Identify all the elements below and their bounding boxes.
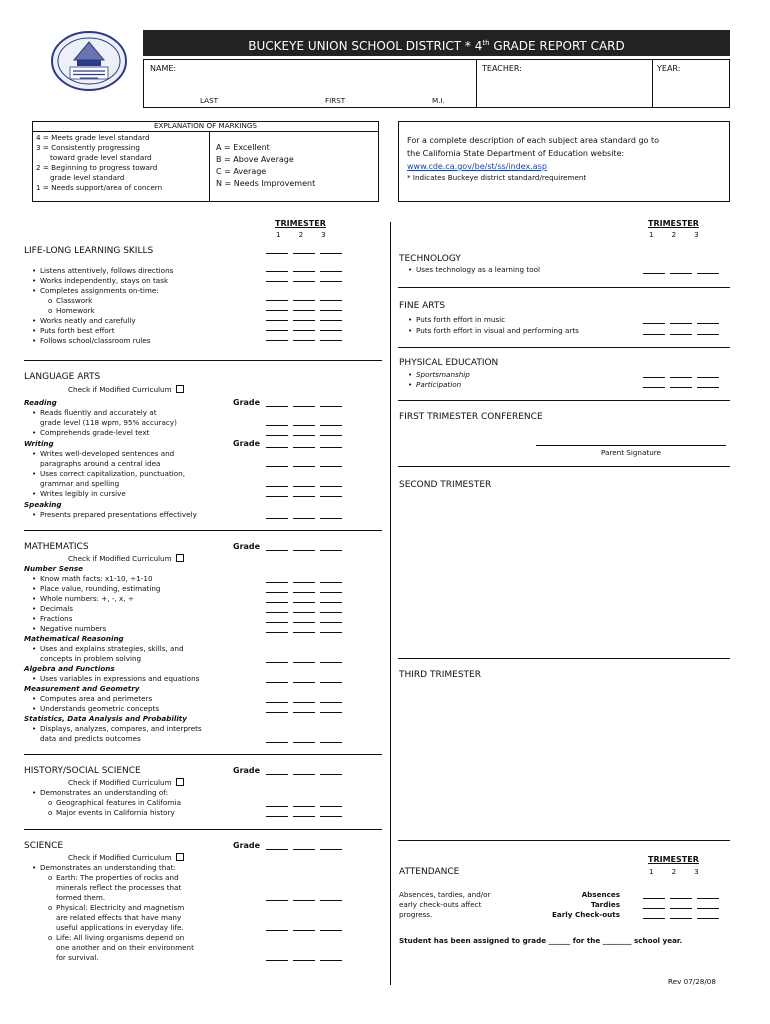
- history-grade-blanks[interactable]: [266, 774, 342, 775]
- science-earth-c: formed them.: [56, 893, 106, 902]
- pe-grid[interactable]: [643, 370, 719, 388]
- history-title: HISTORY/SOCIAL SCIENCE: [24, 766, 141, 776]
- reading-item-1: • Reads fluently and accurately at: [40, 408, 177, 418]
- math-modified-checkbox[interactable]: [176, 554, 184, 562]
- history-grid[interactable]: [266, 798, 342, 817]
- title-left: BUCKEYE UNION SCHOOL DISTRICT * 4: [248, 39, 483, 53]
- second-trimester-title: SECOND TRIMESTER: [399, 480, 492, 490]
- ns-item-3: • Whole numbers: +, -, x, ÷: [40, 594, 160, 604]
- teacher-label: TEACHER:: [482, 64, 522, 73]
- mark-3: 3 = Consistently progressing: [36, 143, 140, 152]
- measurement-item-1: • Computes area and perimeters: [40, 694, 159, 704]
- reasoning-grid[interactable]: [266, 662, 342, 663]
- statistics-grid[interactable]: [266, 742, 342, 743]
- science-life-b: one another and on their environment: [56, 943, 194, 952]
- markings-left: [36, 133, 162, 193]
- lifelong-list: [40, 266, 173, 346]
- ll-item-7: • Puts forth best effort: [40, 326, 173, 336]
- science-modified-label: Check if Modified Curriculum: [68, 853, 172, 862]
- grade-assignment: Student has been assigned to grade ______ for the ________ school year.: [399, 936, 683, 945]
- ll-item-homework: o Homework: [56, 306, 173, 316]
- attendance-note-1: Absences, tardies, and/or: [399, 890, 491, 899]
- absences-label: Absences: [581, 890, 620, 899]
- title-right: GRADE REPORT CARD: [489, 39, 625, 53]
- reading-heading: Reading: [24, 398, 57, 407]
- mark-3b: toward grade level standard: [50, 153, 152, 162]
- reading-item-1b: grade level (118 wpm, 95% accuracy): [40, 418, 177, 427]
- algebra-grid[interactable]: [266, 682, 342, 683]
- fine-arts-grid[interactable]: [643, 315, 719, 335]
- mark-2: 2 = Beginning to progress toward: [36, 163, 158, 172]
- tri-r-3: 3: [694, 230, 699, 239]
- trimester-label-attendance: TRIMESTER: [648, 855, 699, 864]
- markings-title: EXPLANATION OF MARKINGS: [154, 121, 257, 130]
- ns-item-2: • Place value, rounding, estimating: [40, 584, 160, 594]
- lifelong-grid[interactable]: [266, 265, 342, 341]
- pe-item-2: • Participation: [416, 380, 470, 390]
- standards-note: [407, 134, 659, 183]
- science-life: o Life: All living organisms depend on: [56, 933, 194, 943]
- ll-item-2: • Works independently, stays on task: [40, 276, 173, 286]
- conference-title: FIRST TRIMESTER CONFERENCE: [399, 412, 543, 422]
- writing-item-1: • Writes well-developed sentences and: [40, 449, 185, 459]
- second-trimester-comments[interactable]: [399, 494, 729, 654]
- science-item-1: • Demonstrates an understanding that:: [40, 863, 194, 873]
- ll-item-classwork: o Classwork: [56, 296, 173, 306]
- science-list: [40, 863, 194, 963]
- ll-item-8: • Follows school/classroom rules: [40, 336, 173, 346]
- math-modified: [68, 554, 184, 564]
- science-modified-checkbox[interactable]: [176, 853, 184, 861]
- math-grade-blanks[interactable]: [266, 550, 342, 551]
- fa-item-1: • Puts forth effort in music: [416, 314, 579, 325]
- revision-date: Rev 07/28/08: [668, 977, 716, 986]
- trimester-label-left: TRIMESTER: [275, 219, 326, 228]
- algebra-list: [40, 674, 199, 684]
- tri-a-1: 1: [649, 867, 654, 876]
- reading-list: [40, 408, 177, 438]
- reading-grade-blanks[interactable]: [266, 406, 342, 407]
- history-item-1: • Demonstrates an understanding of:: [40, 788, 181, 798]
- technology-grid[interactable]: [643, 273, 719, 274]
- first-label: FIRST: [325, 96, 346, 105]
- mark-n: N = Needs Improvement: [216, 179, 316, 188]
- writing-list: [40, 449, 185, 499]
- statistics-item-1: • Displays, analyzes, compares, and interprets: [40, 724, 202, 734]
- speaking-grid[interactable]: [266, 518, 342, 519]
- name-label: NAME:: [150, 64, 177, 73]
- writing-grade-blanks[interactable]: [266, 447, 342, 448]
- language-title: LANGUAGE ARTS: [24, 372, 101, 382]
- writing-heading: Writing: [24, 439, 54, 448]
- science-modified: [68, 853, 184, 863]
- title-sup: th: [482, 39, 490, 47]
- fine-arts-title: FINE ARTS: [399, 301, 446, 311]
- science-earth: o Earth: The properties of rocks and: [56, 873, 194, 883]
- tri-2: 2: [298, 230, 304, 239]
- tech-item-1: • Uses technology as a learning tool: [416, 265, 540, 275]
- tri-r-1: 1: [649, 230, 654, 239]
- mark-b: B = Above Average: [216, 155, 294, 164]
- year-field[interactable]: [690, 63, 726, 93]
- science-physical: o Physical: Electricity and magnetism: [56, 903, 194, 913]
- reasoning-item-1b: concepts in problem solving: [40, 654, 142, 663]
- name-field[interactable]: [180, 63, 470, 93]
- ll-item-3: • Completes assignments on-time:: [40, 286, 173, 296]
- report-title-bar: [143, 30, 730, 56]
- tri-a-3: 3: [694, 867, 699, 876]
- science-grade-blanks[interactable]: [266, 849, 342, 850]
- speaking-list: [40, 510, 197, 520]
- attendance-note: [399, 890, 491, 920]
- algebra-heading: Algebra and Functions: [24, 664, 115, 673]
- lifelong-blanks: [266, 253, 342, 254]
- writing-grid[interactable]: [266, 461, 342, 497]
- attendance-grid[interactable]: [643, 890, 719, 919]
- writing-item-2: • Uses correct capitalization, punctuation,: [40, 469, 185, 479]
- science-physical-c: useful applications in everyday life.: [56, 923, 184, 932]
- attendance-labels: [520, 890, 620, 920]
- parent-signature-label: Parent Signature: [601, 448, 661, 457]
- science-physical-b: are related effects that have many: [56, 913, 182, 922]
- writing-grade-label: Grade: [233, 439, 261, 448]
- trimester-nums-attendance: [649, 867, 699, 877]
- speaking-item-1: • Presents prepared presentations effectively: [40, 510, 197, 520]
- ns-item-6: • Negative numbers: [40, 624, 160, 634]
- technology-list: [416, 265, 540, 275]
- ll-item-6: • Works neatly and carefully: [40, 316, 173, 326]
- measurement-heading: Measurement and Geometry: [24, 684, 140, 693]
- history-item-2: o Geographical features in California: [56, 798, 181, 808]
- standards-link[interactable]: www.cde.ca.gov/be/st/ss/index.asp: [407, 162, 547, 171]
- measurement-list: [40, 694, 159, 714]
- ns-item-5: • Fractions: [40, 614, 160, 624]
- writing-item-2b: grammar and spelling: [40, 479, 120, 488]
- history-modified-label: Check if Modified Curriculum: [68, 778, 172, 787]
- ns-item-1: • Know math facts: x1-10, ÷1-10: [40, 574, 160, 584]
- attendance-note-2: early check-outs affect: [399, 900, 482, 909]
- fine-arts-list: [416, 314, 579, 336]
- reasoning-list: [40, 644, 184, 664]
- trimester-nums-left: [276, 230, 326, 240]
- mark-1: 1 = Needs support/area of concern: [36, 183, 163, 192]
- math-grade-label: Grade: [233, 542, 261, 551]
- writing-item-3: • Writes legibly in cursive: [40, 489, 185, 499]
- third-trimester-comments[interactable]: [399, 684, 729, 834]
- science-life-c: for survival.: [56, 953, 99, 962]
- math-modified-label: Check if Modified Curriculum: [68, 554, 172, 563]
- number-sense-list: [40, 574, 160, 634]
- tardies-label: Tardies: [590, 900, 620, 909]
- third-trimester-title: THIRD TRIMESTER: [399, 670, 481, 680]
- tri-1: 1: [276, 230, 281, 239]
- measurement-grid[interactable]: [266, 694, 342, 713]
- trimester-label-right: TRIMESTER: [648, 219, 699, 228]
- pe-item-1: • Sportsmanship: [416, 370, 470, 380]
- early-checkouts-label: Early Check-outs: [551, 910, 620, 919]
- number-sense-grid[interactable]: [266, 574, 342, 633]
- statistics-item-1b: data and predicts outcomes: [40, 734, 141, 743]
- pe-list: [416, 370, 470, 390]
- algebra-item-1: • Uses variables in expressions and equations: [40, 674, 199, 684]
- language-modified-checkbox[interactable]: [176, 385, 184, 393]
- speaking-heading: Speaking: [24, 500, 62, 509]
- pe-title: PHYSICAL EDUCATION: [399, 358, 499, 368]
- reasoning-item-1: • Uses and explains strategies, skills, and: [40, 644, 184, 654]
- trimester-nums-right: [649, 230, 699, 240]
- tri-3: 3: [321, 230, 326, 239]
- mark-a: A = Excellent: [216, 143, 270, 152]
- teacher-field[interactable]: [530, 63, 646, 93]
- fa-item-2: • Puts forth effort in visual and performing arts: [416, 325, 579, 336]
- reasoning-heading: Mathematical Reasoning: [24, 634, 124, 643]
- standards-line2: the California State Department of Education website:: [407, 149, 625, 158]
- mark-c: C = Average: [216, 167, 267, 176]
- science-grid[interactable]: [266, 892, 342, 961]
- standards-district-note: * Indicates Buckeye district standard/requirement: [407, 173, 587, 182]
- number-sense-heading: Number Sense: [24, 564, 84, 573]
- statistics-heading: Statistics, Data Analysis and Probability: [24, 714, 187, 723]
- last-label: LAST: [200, 96, 219, 105]
- measurement-item-2: • Understands geometric concepts: [40, 704, 159, 714]
- lifelong-title: LIFE-LONG LEARNING SKILLS: [24, 246, 154, 256]
- science-earth-b: minerals reflect the processes that: [56, 883, 182, 892]
- mark-2b: grade level standard: [50, 173, 125, 182]
- history-modified: [68, 778, 184, 788]
- history-grade-label: Grade: [233, 766, 261, 775]
- math-title: MATHEMATICS: [24, 542, 89, 552]
- attendance-note-3: progress.: [399, 910, 433, 919]
- standards-line1: For a complete description of each subject area standard go to: [407, 136, 660, 145]
- markings-right: [216, 142, 315, 190]
- year-label: YEAR:: [657, 64, 681, 73]
- ns-item-4: • Decimals: [40, 604, 160, 614]
- science-grade-label: Grade: [233, 841, 261, 850]
- statistics-list: [40, 724, 202, 744]
- technology-title: TECHNOLOGY: [399, 254, 461, 264]
- mark-4: 4 = Meets grade level standard: [36, 133, 150, 142]
- language-modified: [68, 385, 184, 395]
- mi-label: M.I.: [432, 96, 445, 105]
- language-modified-label: Check if Modified Curriculum: [68, 385, 172, 394]
- history-item-3: o Major events in California history: [56, 808, 181, 818]
- tri-a-2: 2: [671, 867, 677, 876]
- science-title: SCIENCE: [24, 841, 64, 851]
- reading-grid[interactable]: [266, 420, 342, 436]
- attendance-title: ATTENDANCE: [399, 867, 460, 877]
- reading-grade-label: Grade: [233, 398, 261, 407]
- tri-r-2: 2: [671, 230, 677, 239]
- parent-signature-field[interactable]: [536, 430, 726, 445]
- history-modified-checkbox[interactable]: [176, 778, 184, 786]
- reading-item-2: • Comprehends grade-level text: [40, 428, 177, 438]
- ll-item-1: • Listens attentively, follows directions: [40, 266, 173, 276]
- district-logo: [50, 30, 128, 92]
- writing-item-1b: paragraphs around a central idea: [40, 459, 161, 468]
- history-list: [40, 788, 181, 818]
